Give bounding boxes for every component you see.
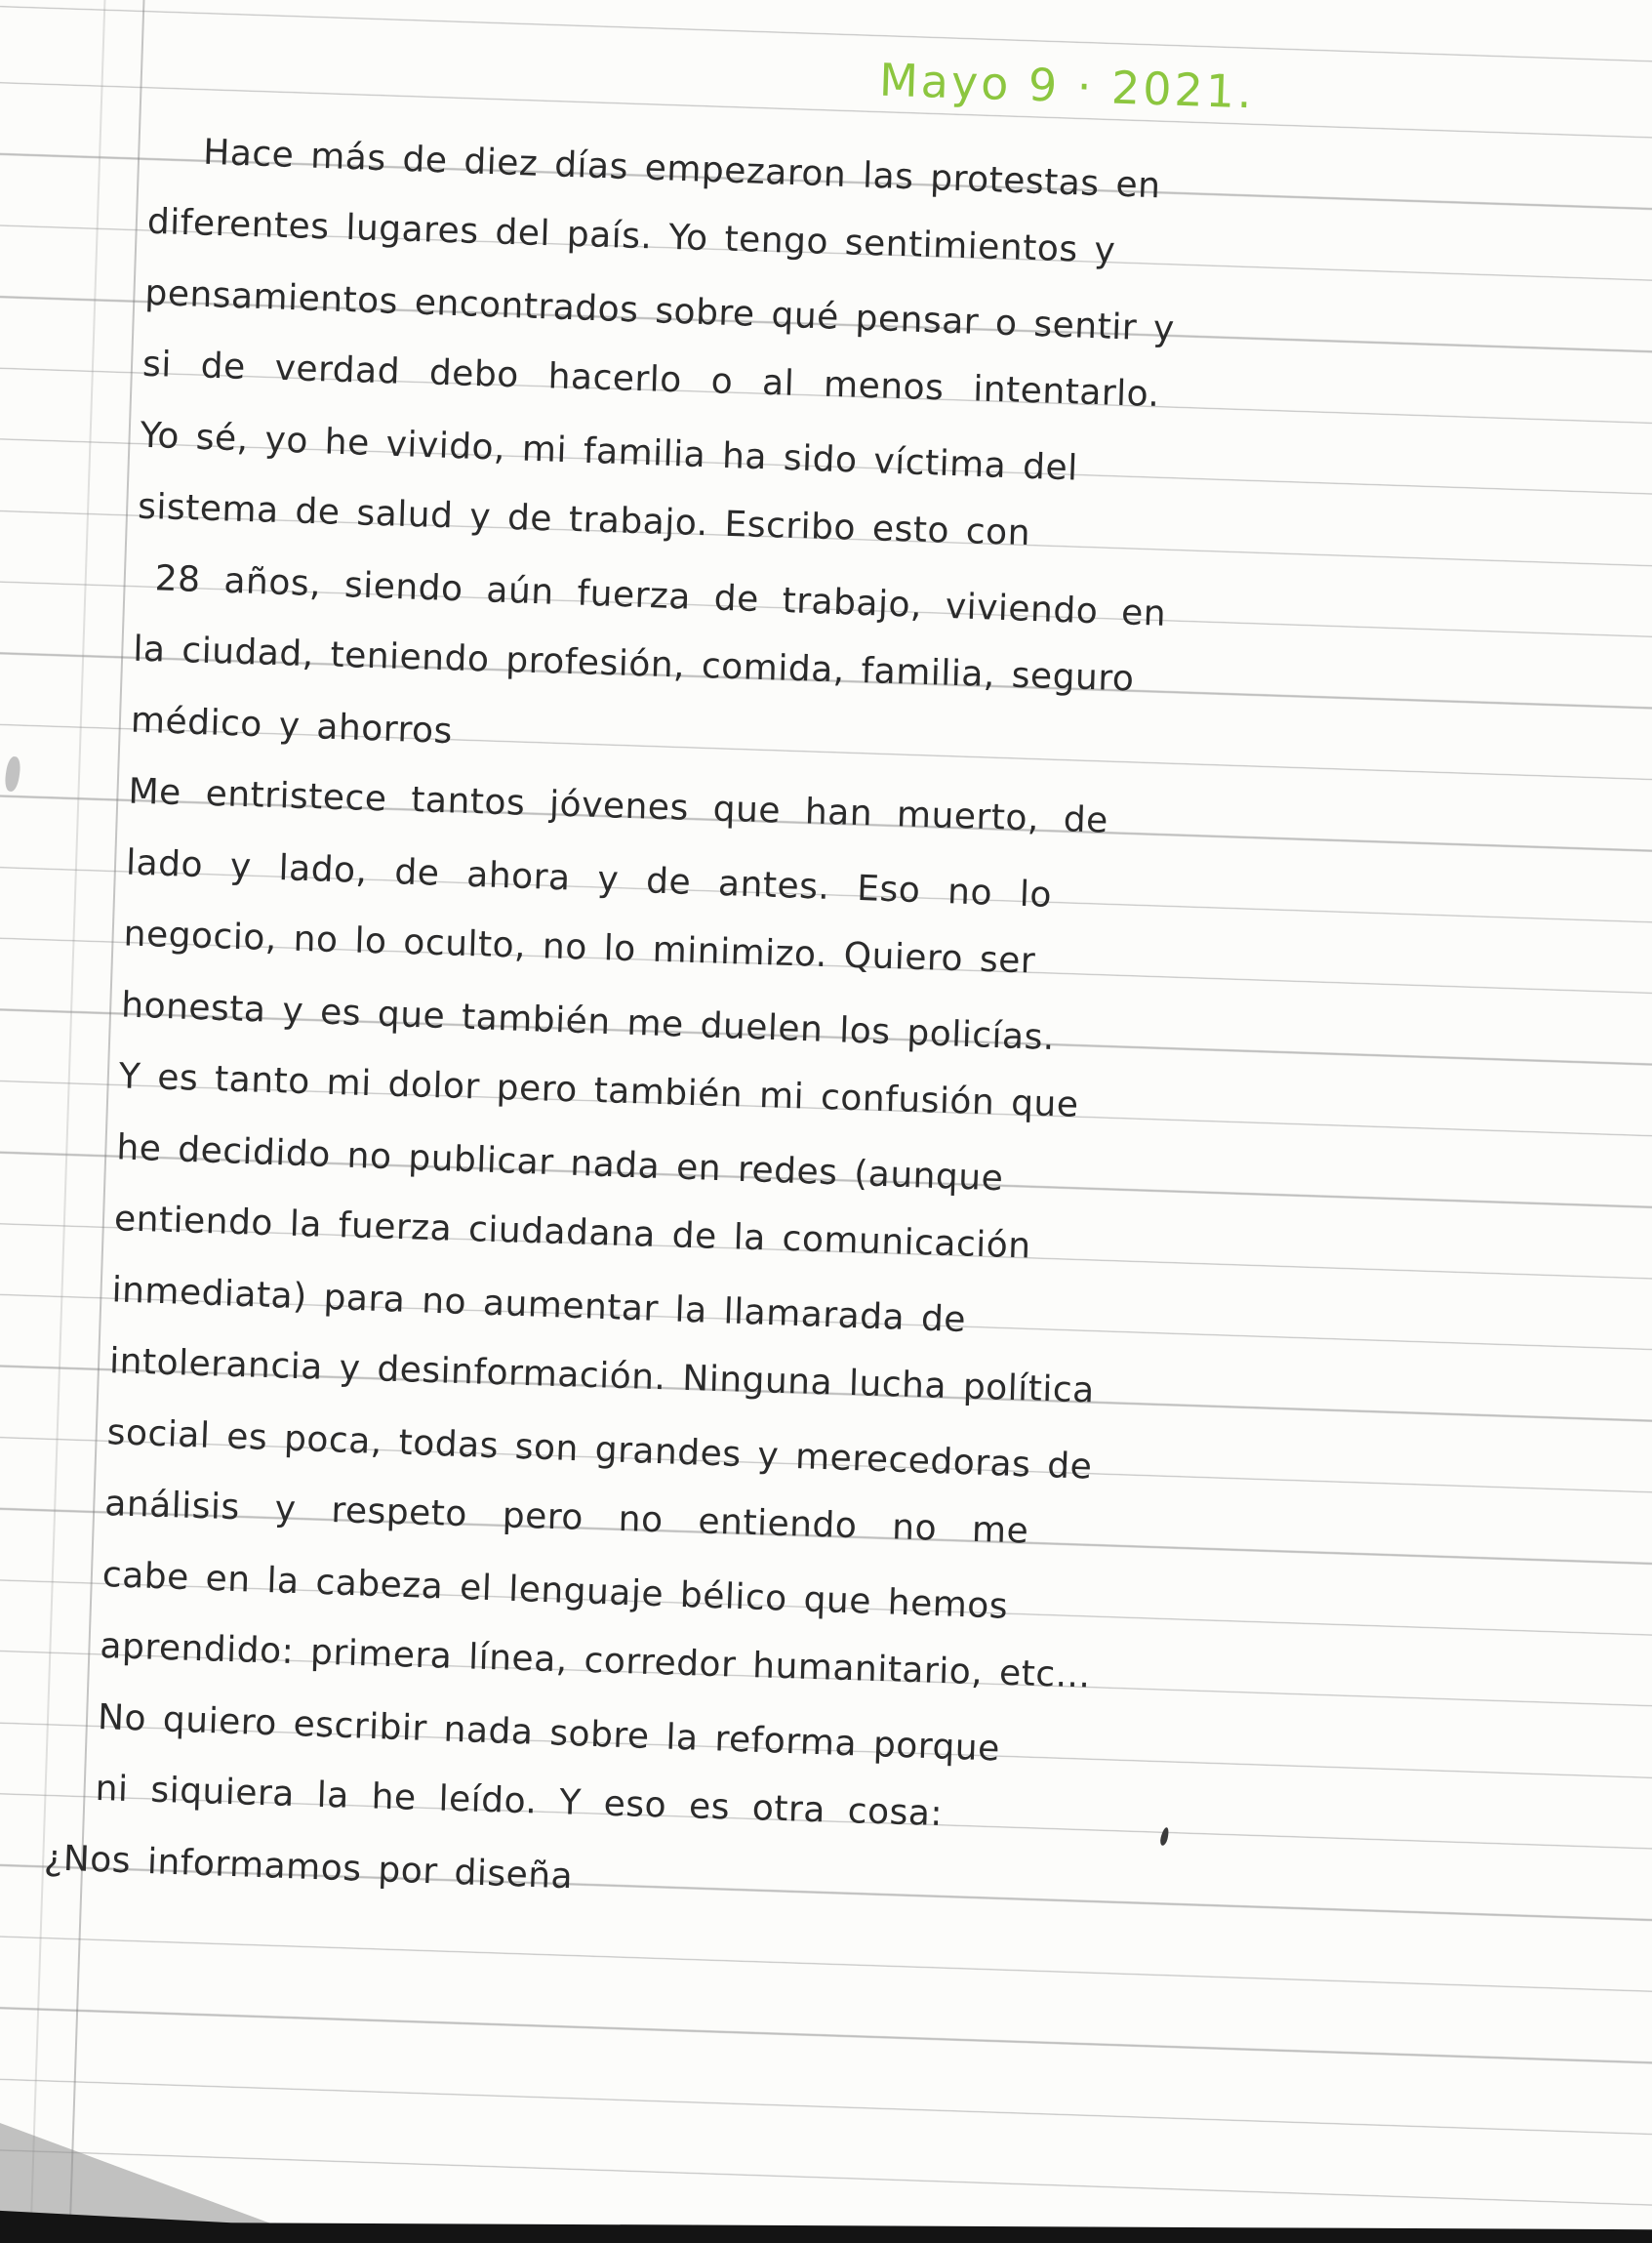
text-line: ni siquiera la he leído. Y eso es otra cosa: [95, 1768, 944, 1834]
text-line: Y es tanto mi dolor pero también mi confusión que [118, 1056, 1080, 1125]
text-line: cabe en la cabeza el lenguaje bélico que hemos [101, 1555, 1009, 1627]
text-line: ¿Nos informamos por diseña [43, 1838, 574, 1897]
text-line: si de verdad debo hacerlo o al menos intentarlo. [141, 344, 1161, 416]
handwritten-text [43, 115, 1182, 1930]
text-line: honesta y es que también me duelen los policías. [120, 985, 1056, 1059]
text-line: la ciudad, teniendo profesión, comida, familia, seguro [132, 629, 1135, 700]
text-line: diferentes lugares del país. Yo tengo sentimientos y [146, 201, 1116, 271]
text-line: aprendido: primera línea, corredor humanitario, etc... [99, 1626, 1092, 1696]
text-line: negocio, no lo oculto, no lo minimizo. Quiero ser [123, 914, 1036, 982]
text-line: he decidido no publicar nada en redes (aunque [115, 1127, 1004, 1200]
text-line: Me entristece tantos jóvenes que han muerto, de [127, 771, 1109, 841]
text-line: análisis y respeto pero no entiendo no me [103, 1484, 1029, 1552]
text-line: médico y ahorros [130, 700, 454, 753]
text-line: Yo sé, yo he vivido, mi familia ha sido víctima del [139, 415, 1079, 489]
date-annotation: Mayo 9 · 2021. [878, 53, 1256, 119]
text-line: No quiero escribir nada sobre la reforma porque [97, 1696, 1001, 1770]
text-line: inmediata) para no aumentar la llamarada de [110, 1270, 967, 1341]
text-line: lado y lado, de ahora y de antes. Eso no lo [125, 842, 1053, 916]
text-line: entiendo la fuerza ciudadana de la comunicación [113, 1199, 1032, 1267]
text-line: 28 años, siendo aún fuerza de trabajo, viviendo en [154, 558, 1167, 634]
text-line: Hace más de diez días empezaron las protestas en [202, 132, 1162, 207]
text-line: sistema de salud y de trabajo. Escribo esto con [137, 486, 1031, 554]
margin-line-outer [22, 0, 107, 2243]
text-line: social es poca, todas son grandes y merecedoras de [106, 1412, 1093, 1488]
text-line: intolerancia y desinformación. Ninguna lucha política [108, 1341, 1096, 1411]
text-line: pensamientos encontrados sobre qué pensar o sentir y [143, 272, 1176, 349]
